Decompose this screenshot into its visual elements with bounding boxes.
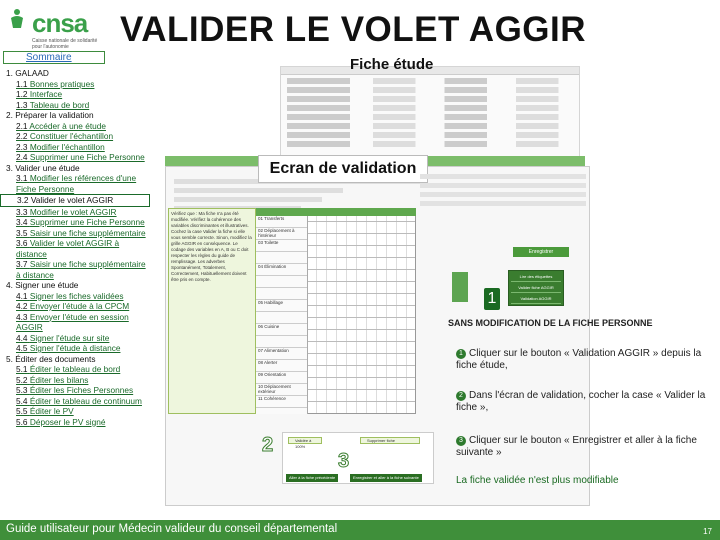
menu-item[interactable]: Validation AGGIR (511, 294, 561, 304)
toc-link[interactable] (0, 173, 150, 194)
toc-item-label: Bonnes pratiques (29, 78, 95, 89)
aggir-row-label: 07 Alimentation (256, 348, 307, 360)
instructions-panel: Vérifiez que : Ma fiche n'a pas été modifiée. Vérifiez la cohérence des variables discriminantes et illustratives. Cochez la case Valider la fiche si elle vous semble correcte. Sinon, modifiez la grille AGGIR en conséquence. Le codage des variables en A, B ou C doit respecter les règles du guide de remplissage. Les adverbes Spontanément, Totalement, Correctement, Habituellement doivent être pris en compte. (168, 208, 256, 414)
logo-brand: cnsa (32, 8, 88, 38)
toc-item-label: Accéder à une étude (29, 120, 106, 131)
toc-item-number: 4.1 (16, 290, 28, 301)
toc-link[interactable] (0, 343, 150, 354)
toc-item-number: 5.4 (16, 395, 28, 406)
toc-item-label: Éditer les Fiches Personnes (29, 385, 134, 395)
enregistrer-suivante-button[interactable]: Enregistrer et aller à la fiche suivante (350, 474, 422, 482)
toc-item-label: Éditer le tableau de continuum (29, 395, 142, 406)
aggir-row-label (256, 336, 307, 348)
step-2-number: 2 (456, 391, 466, 401)
toc-item-number: 3.7 (16, 259, 28, 269)
toc-item-number: 5.5 (16, 406, 28, 416)
toc-item-label: Modifier l'échantillon (29, 141, 105, 152)
toc-item-label: Signer l'étude sur site (29, 332, 110, 343)
toc-section: 3. Valider une étude (6, 162, 80, 173)
toc-item-number: 4.5 (16, 343, 28, 353)
sommaire-link[interactable]: Sommaire (3, 51, 105, 64)
aggir-grid-header (256, 208, 416, 216)
supprimer-fiche-checkbox[interactable]: Supprimer fiche (360, 437, 420, 444)
toc-item-number: 4.3 (16, 311, 28, 322)
aggir-row-label: 05 Habillage (256, 300, 307, 312)
toc-link[interactable] (0, 152, 150, 163)
aggir-row-label (256, 288, 307, 300)
toc-item-number: 2.1 (16, 120, 28, 131)
aggir-row-label: 08 Alerter (256, 360, 307, 372)
toc-link[interactable] (0, 406, 150, 417)
toc-link[interactable] (0, 238, 150, 259)
fiche-etude-title: Fiche étude (350, 56, 434, 73)
toc-link[interactable] (0, 396, 150, 407)
toc-item-number: 4.2 (16, 301, 28, 311)
toc-item-active[interactable] (0, 194, 150, 207)
toc-item-number: 3.1 (16, 173, 28, 183)
aggir-row-label: 02 Déplacement à l'intérieur (256, 228, 307, 240)
toc-item-number: 3.5 (16, 227, 28, 238)
aggir-row-label: 09 Orientation (256, 372, 307, 384)
toc-link[interactable] (0, 207, 150, 218)
toc-item-label: Interface (29, 89, 63, 99)
toc-item-number: 3.2 (17, 195, 29, 205)
toc-item-number: 3.3 (16, 206, 28, 217)
sidebar-mini-panel (452, 272, 468, 302)
toc-item-label: Supprimer une Fiche Personne (29, 152, 145, 162)
toc-item-label: Déposer le PV signé (29, 416, 106, 427)
ecran-validation-title: Ecran de validation (258, 155, 428, 183)
aggir-row-label (256, 276, 307, 288)
sidebar (0, 50, 150, 520)
aggir-row-label (256, 252, 307, 264)
toc-item-number: 2.2 (16, 131, 28, 141)
toc-item-label: Saisir une fiche supplémentaire (29, 227, 146, 238)
footer (0, 520, 720, 540)
toc-link[interactable] (0, 301, 150, 312)
fiche-etude-screenshot (280, 66, 580, 158)
aggir-row-label: 06 Cuisine (256, 324, 307, 336)
toc-link[interactable] (0, 131, 150, 142)
toc-link[interactable] (0, 79, 150, 90)
step-1-text: 1 Cliquer sur le bouton « Validation AGGIR » depuis la fiche étude, (456, 348, 702, 371)
toc-section: 2. Préparer la validation (6, 110, 94, 120)
toc-link[interactable] (0, 259, 150, 280)
cnsa-logo-mark-icon (8, 8, 26, 30)
logo-tagline: Caisse nationale de solidarité pour l'autonomie (32, 38, 98, 50)
toc-link[interactable] (0, 312, 150, 333)
toc-item-number: 1.1 (16, 78, 28, 89)
toc-item-label: Valider le volet AGGIR (30, 195, 114, 205)
toc-item-label: Éditer les bilans (29, 374, 89, 385)
aggir-row-label: 04 Élimination (256, 264, 307, 276)
note-text: La fiche validée n'est plus modifiable (456, 475, 619, 486)
footer-text: Guide utilisateur pour Médecin valideur du conseil départemental (6, 523, 338, 535)
toc-link[interactable] (0, 89, 150, 100)
aggir-grid-labels (256, 216, 308, 414)
toc-item-number: 5.6 (16, 416, 28, 427)
toc-item-label: Modifier les références d'une Fiche Personne (16, 173, 137, 194)
menu-item[interactable]: Lire des étiquettes (511, 272, 561, 282)
aggir-row-label: 11 Cohérence (256, 396, 307, 408)
toc-item-label: Supprimer une Fiche Personne (29, 217, 145, 227)
toc-item-number: 2.4 (16, 152, 28, 162)
table-of-contents (0, 68, 150, 427)
page-title: VALIDER LE VOLET AGGIR (120, 10, 587, 49)
toc-item-number: 5.1 (16, 364, 28, 374)
toc-section: 5. Éditer des documents (6, 353, 96, 364)
toc-item-number: 5.3 (16, 385, 28, 395)
step-3-text: 3 Cliquer sur le bouton « Enregistrer et aller à la fiche suivante » (456, 435, 697, 458)
toc-item-label: Saisir une fiche supplémentaire à distance (16, 259, 146, 280)
fiche-precedente-button[interactable]: Aller à la fiche précédente (286, 474, 338, 482)
toc-link[interactable] (0, 333, 150, 344)
toc-section: 1. GALAAD (6, 68, 49, 78)
toc-item-label: Éditer le PV (29, 406, 74, 416)
toc-item-label: Éditer le tableau de bord (29, 364, 121, 374)
toc-item-label: Tableau de bord (29, 99, 90, 110)
toc-item-number: 3.6 (16, 238, 28, 248)
toc-link[interactable] (0, 417, 150, 428)
toc-item-number: 3.4 (16, 217, 28, 227)
toc-section: 4. Signer une étude (6, 280, 79, 290)
toc-link[interactable] (0, 228, 150, 239)
toc-item-number: 1.2 (16, 89, 28, 99)
step-1-number: 1 (456, 349, 466, 359)
toc-item-number: 4.4 (16, 332, 28, 343)
toc-link[interactable] (0, 217, 150, 228)
toc-link[interactable] (0, 142, 150, 153)
toc-item-label: Modifier le volet AGGIR (29, 206, 117, 217)
toc-item-label: Signer les fiches validées (29, 290, 124, 301)
step-2-text: 2 Dans l'écran de validation, cocher la case « Valider la fiche », (456, 390, 706, 413)
actions-menu (508, 270, 564, 306)
toc-link[interactable] (0, 375, 150, 386)
aggir-row-label: 03 Toilette (256, 240, 307, 252)
toc-item-label: Constituer l'échantillon (29, 131, 114, 141)
toc-link[interactable] (0, 121, 150, 132)
cnsa-logo (6, 6, 106, 50)
toc-item-label: Envoyer l'étude en session AGGIR (16, 311, 129, 332)
toc-link[interactable] (0, 364, 150, 375)
marker-2: 2 (262, 434, 274, 456)
validee-checkbox[interactable]: Validée à 100% (288, 437, 322, 444)
toc-link[interactable] (0, 291, 150, 302)
page-number: 17 (703, 527, 712, 536)
toc-item-number: 2.3 (16, 141, 28, 152)
sans-modification-heading: SANS MODIFICATION DE LA FICHE PERSONNE (448, 318, 653, 328)
aggir-row-label: 01 Transferts (256, 216, 307, 228)
aggir-row-label (256, 312, 307, 324)
toc-item-label: Envoyer l'étude à la CPCM (29, 301, 130, 311)
aggir-row-label: 10 Déplacement extérieur (256, 384, 307, 396)
toc-item-number: 1.3 (16, 99, 28, 110)
step-3-number: 3 (456, 436, 466, 446)
marker-1: 1 (484, 288, 500, 310)
toc-item-label: Valider le volet AGGIR à distance (16, 238, 120, 259)
toc-link[interactable] (0, 385, 150, 396)
marker-3: 3 (338, 450, 350, 472)
menu-item[interactable]: Valider fiche AGGIR (511, 283, 561, 293)
toc-item-number: 5.2 (16, 374, 28, 385)
enregistrer-button[interactable]: Enregistrer (513, 247, 569, 257)
toc-link[interactable] (0, 100, 150, 111)
toc-item-label: Signer l'étude à distance (29, 343, 121, 353)
